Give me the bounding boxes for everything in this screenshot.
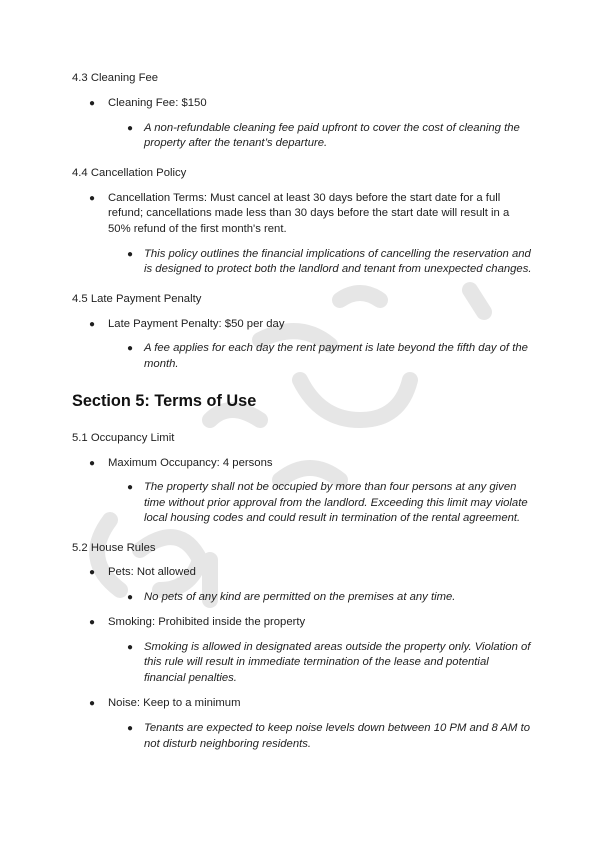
list-item — [72, 590, 532, 606]
list-item — [72, 456, 532, 472]
bullet-icon: ● — [89, 457, 96, 469]
list-item-text: Cleaning Fee: $150 — [108, 97, 207, 109]
subsection-heading-5-2: 5.2 House Rules — [72, 541, 156, 554]
list-item — [72, 191, 532, 238]
bullet-icon: ● — [89, 698, 96, 710]
list-item-text: Cancellation Terms: Must cancel at least 30 days before the start date for a full refund; cancellations made less than 30 days before the start date will result in a 50% refund of the first month's rent. — [108, 191, 510, 235]
bullet-icon: ● — [127, 482, 134, 494]
bullet-icon: ● — [127, 343, 134, 355]
bullet-icon: ● — [89, 566, 96, 578]
list-item — [72, 341, 532, 372]
list-item — [72, 615, 532, 631]
bullet-icon: ● — [89, 617, 96, 629]
bullet-icon: ● — [127, 723, 134, 735]
section-title: Section 5: Terms of Use — [72, 391, 257, 410]
bullet-icon: ● — [89, 318, 96, 330]
list-item — [72, 317, 532, 333]
bullet-icon: ● — [89, 192, 96, 204]
document-page — [72, 71, 532, 752]
subsection-heading-4-5: 4.5 Late Payment Penalty — [72, 292, 202, 305]
subsection-heading-4-3: 4.3 Cleaning Fee — [72, 72, 159, 84]
list-item-note: Smoking is allowed in designated areas outside the property only. Violation of this rule will result in immediate termination of the lease and potential financial penalties. — [144, 640, 531, 684]
list-item-text: Pets: Not allowed — [108, 565, 196, 578]
bullet-icon: ● — [127, 591, 134, 603]
list-item — [72, 565, 532, 581]
list-item — [72, 480, 532, 527]
list-item-note: The property shall not be occupied by more than four persons at any given time without prior approval from the landlord. Exceeding this limit may violate local housing codes and could result in termination of the rental agreement. — [144, 481, 528, 525]
list-item-note: A fee applies for each day the rent payment is late beyond the fifth day of the month. — [144, 342, 528, 370]
subsection-heading-5-1: 5.1 Occupancy Limit — [72, 431, 175, 444]
bullet-icon: ● — [89, 98, 96, 109]
list-item — [72, 721, 532, 752]
list-item-note: This policy outlines the financial implications of cancelling the reservation and is designed to protect both the landlord and tenant from unexpected changes. — [144, 247, 532, 276]
bullet-icon: ● — [127, 248, 134, 260]
subsection-heading-4-4: 4.4 Cancellation Policy — [72, 166, 187, 179]
list-item — [72, 121, 532, 152]
list-item — [72, 247, 532, 278]
list-item — [72, 96, 532, 112]
list-item-text: Smoking: Prohibited inside the property — [108, 616, 306, 629]
list-item-note: Tenants are expected to keep noise levels down between 10 PM and 8 AM to not disturb neighboring residents. — [144, 722, 531, 750]
bullet-icon: ● — [127, 641, 134, 653]
list-item-text: Late Payment Penalty: $50 per day — [108, 317, 285, 330]
list-item — [72, 640, 532, 687]
list-item-text: Maximum Occupancy: 4 persons — [108, 456, 273, 469]
list-item-note: A non-refundable cleaning fee paid upfront to cover the cost of cleaning the property after the tenant’s departure. — [144, 121, 520, 150]
list-item-note: No pets of any kind are permitted on the premises at any time. — [144, 590, 456, 603]
list-item — [72, 696, 532, 712]
list-item-text: Noise: Keep to a minimum — [108, 697, 241, 710]
bullet-icon: ● — [127, 122, 134, 134]
